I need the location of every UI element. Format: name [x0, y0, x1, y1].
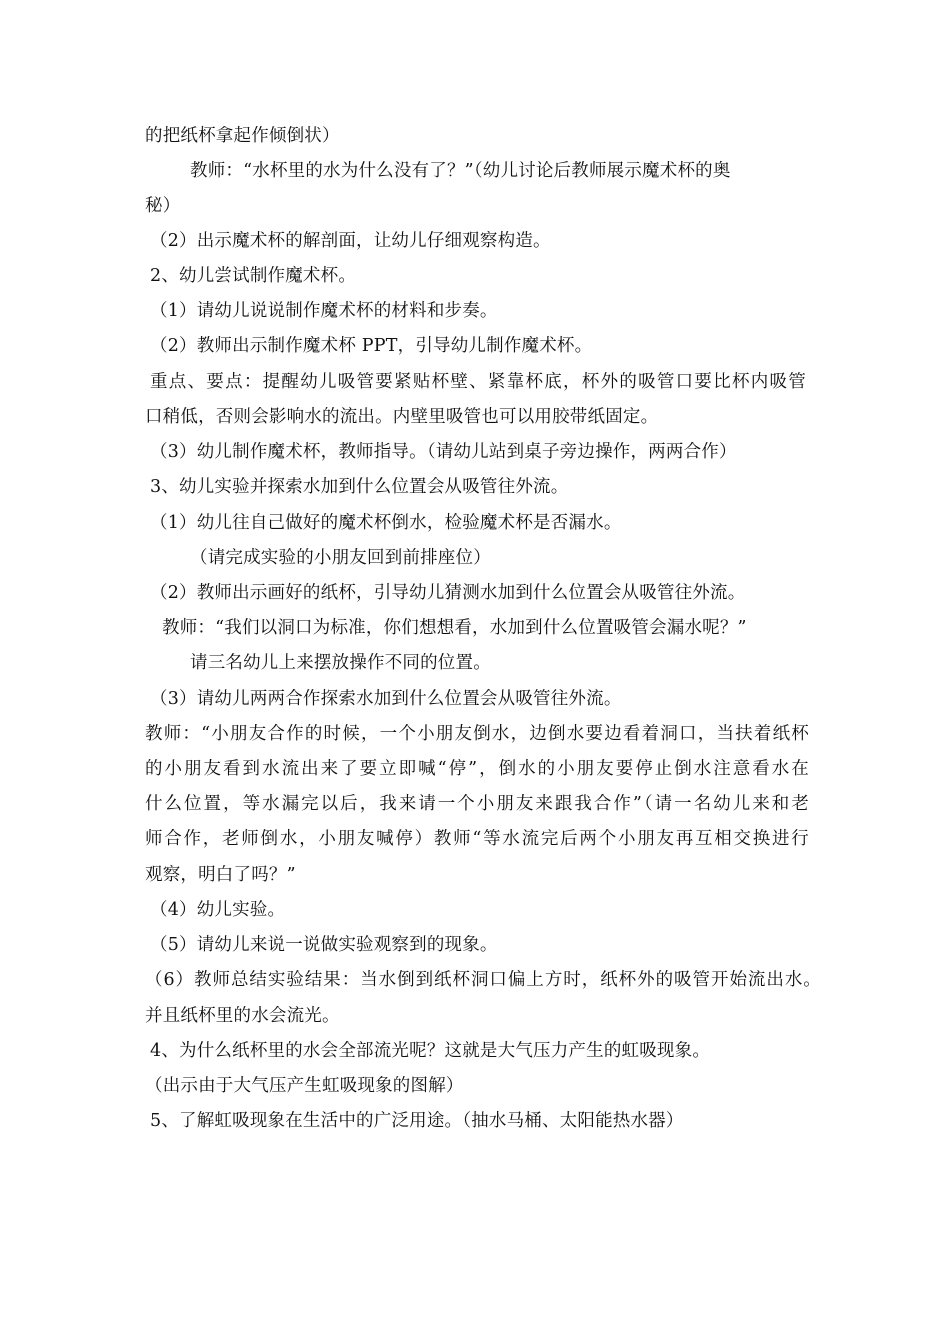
text-line: 重点、要点：提醒幼儿吸管要紧贴杯壁、紧靠杯底，杯外的吸管口要比杯内吸管 — [150, 372, 806, 392]
text-line: 并且纸杯里的水会流光。 — [145, 1006, 340, 1026]
text-line: （2）出示魔术杯的解剖面，让幼儿仔细观察构造。 — [150, 231, 551, 251]
text-line: 口稍低，否则会影响水的流出。内壁里吸管也可以用胶带纸固定。 — [145, 407, 659, 427]
text-line: 2、幼儿尝试制作魔术杯。 — [150, 266, 357, 286]
text-line: 教师：“小朋友合作的时候，一个小朋友倒水，边倒水要边看着洞口，当扶着纸杯 — [145, 724, 809, 744]
text-line: 请三名幼儿上来摆放操作不同的位置。 — [190, 653, 491, 673]
text-line: （出示由于大气压产生虹吸现象的图解） — [145, 1076, 464, 1096]
text-line: （2）教师出示画好的纸杯，引导幼儿猜测水加到什么位置会从吸管往外流。 — [150, 583, 746, 603]
text-line: （4）幼儿实验。 — [150, 900, 286, 920]
text-line: （请完成实验的小朋友回到前排座位） — [190, 548, 491, 568]
text-line: 观察，明白了吗？” — [145, 865, 296, 885]
text-line: （1）幼儿往自己做好的魔术杯倒水，检验魔术杯是否漏水。 — [150, 513, 622, 533]
text-line: 的把纸杯拿起作倾倒状） — [145, 126, 340, 146]
text-line: 的小朋友看到水流出来了要立即喊“停”，倒水的小朋友要停止倒水注意看水在 — [145, 759, 809, 779]
text-line: 3、幼儿实验并探索水加到什么位置会从吸管往外流。 — [150, 477, 569, 497]
text-line: （3）幼儿制作魔术杯，教师指导。（请幼儿站到桌子旁边操作，两两合作） — [150, 442, 737, 462]
text-line: （3）请幼儿两两合作探索水加到什么位置会从吸管往外流。 — [150, 689, 622, 709]
text-line: （2）教师出示制作魔术杯 PPT，引导幼儿制作魔术杯。 — [150, 336, 593, 356]
text-line: 5、了解虹吸现象在生活中的广泛用途。（抽水马桶、太阳能热水器） — [150, 1111, 684, 1131]
text-line: （5）请幼儿来说一说做实验观察到的现象。 — [150, 935, 498, 955]
text-line: 教师：“水杯里的水为什么没有了？”（幼儿讨论后教师展示魔术杯的奥 — [190, 161, 731, 181]
text-line: 秘） — [145, 196, 181, 216]
text-line: （1）请幼儿说说制作魔术杯的材料和步奏。 — [150, 301, 498, 321]
text-line: 教师：“我们以洞口为标准，你们想想看，水加到什么位置吸管会漏水呢？” — [162, 618, 747, 638]
text-line: （6）教师总结实验结果：当水倒到纸杯洞口偏上方时，纸杯外的吸管开始流出水。 — [145, 970, 821, 990]
text-line: 什么位置，等水漏完以后，我来请一个小朋友来跟我合作”（请一名幼儿来和老 — [145, 794, 809, 814]
text-line: 师合作，老师倒水，小朋友喊停）教师“等水流完后两个小朋友再互相交换进行 — [145, 829, 809, 849]
text-line: 4、为什么纸杯里的水会全部流光呢？这就是大气压力产生的虹吸现象。 — [150, 1041, 711, 1061]
